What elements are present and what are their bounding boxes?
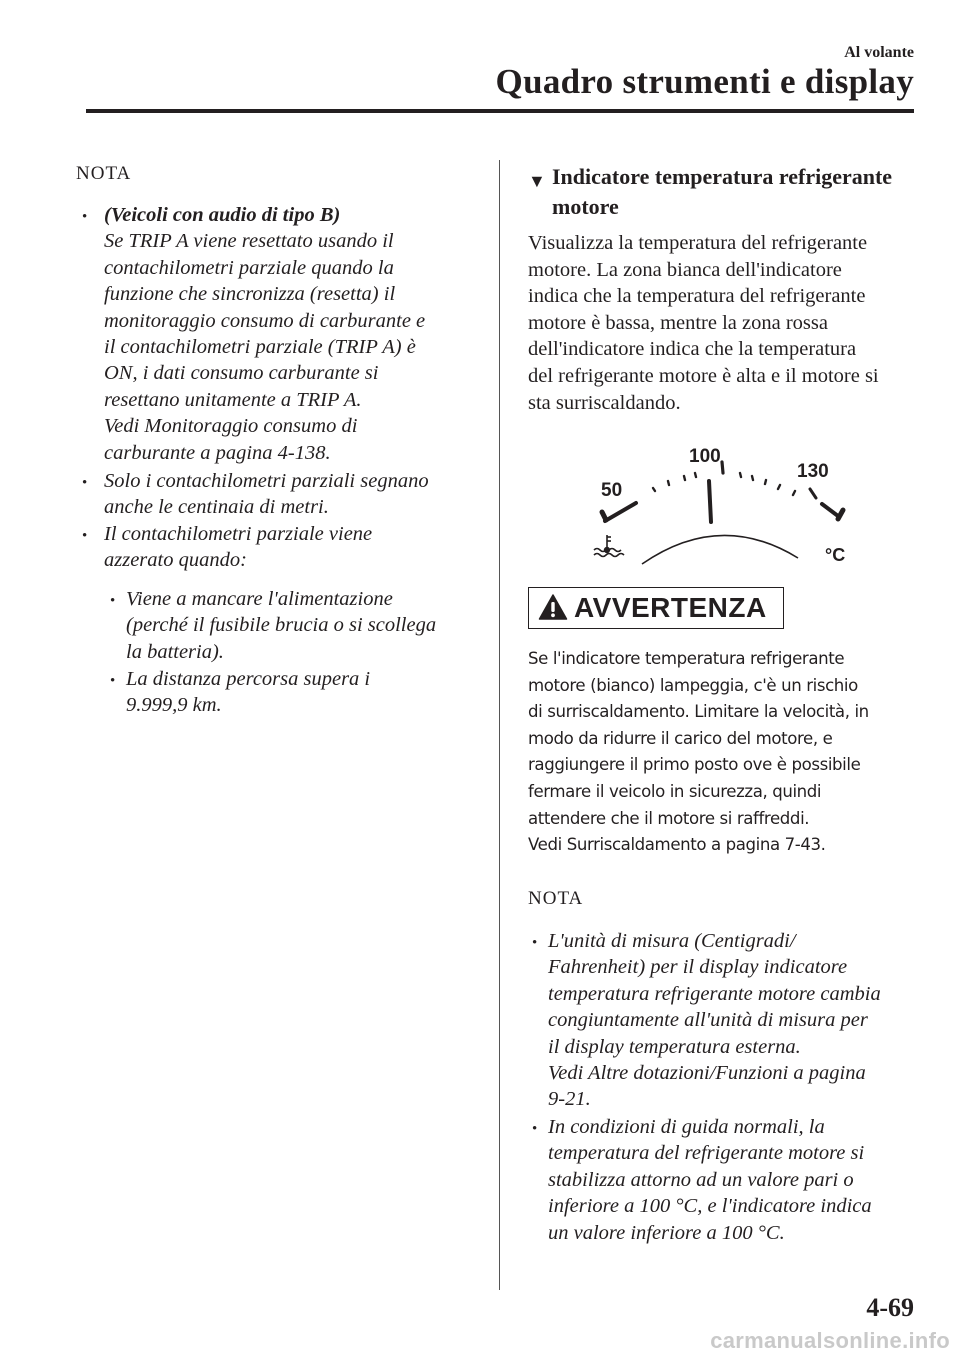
- bullet: •: [110, 673, 116, 689]
- text-line: (perché il fusibile brucia o si scollega: [126, 614, 437, 637]
- text-line: temperatura refrigerante motore cambia: [548, 982, 881, 1005]
- gauge-arc: [642, 535, 798, 564]
- nota-item-units: [532, 928, 927, 1113]
- gauge-label-50: 50: [601, 480, 623, 501]
- text-line: inferiore a 100 °C, e l'indicatore indica: [548, 1195, 872, 1218]
- column-divider: [499, 160, 500, 1290]
- right-nota-label: NOTA: [528, 888, 584, 909]
- text-line: attendere che il motore si raffreddi.: [528, 808, 810, 828]
- text-line: Solo i contachilometri parziali segnano: [104, 470, 429, 492]
- text-line: Il contachilometri parziale viene: [104, 523, 373, 545]
- nota-item-heading: (Veicoli con audio di tipo B): [104, 204, 341, 226]
- bullet: •: [82, 528, 88, 544]
- warning-title: AVVERTENZA: [574, 592, 767, 623]
- text-line: anche le centinaia di metri.: [104, 496, 329, 519]
- text-line: Vedi Surriscaldamento a pagina 7-43.: [528, 835, 826, 855]
- text-line: In condizioni di guida normali, la: [548, 1116, 825, 1138]
- header-rule: [86, 109, 914, 113]
- text-line: temperatura del refrigerante motore si: [548, 1142, 865, 1165]
- running-header-section: Al volante: [844, 44, 914, 61]
- gauge-unit-label: °C: [825, 545, 846, 565]
- text-line: motore è bassa, mentre la zona rossa: [528, 311, 828, 334]
- text-line: funzione che sincronizza (resetta) il: [104, 283, 396, 306]
- warning-box: [528, 587, 784, 629]
- text-line: carburante a pagina 4-138.: [104, 441, 331, 464]
- gauge-label-130: 130: [797, 461, 829, 482]
- text-line: Se l'indicatore temperatura refrigerante: [528, 649, 845, 668]
- text-line: ON, i dati consumo carburante si: [104, 362, 379, 385]
- nota-item-normal-conditions: [532, 1114, 927, 1246]
- gauge-hot-endcap: [838, 510, 843, 519]
- text-line: motore. La zona bianca dell'indicatore: [528, 258, 842, 281]
- nota-item-hundreds-meters: [82, 468, 482, 521]
- text-line: indica che la temperatura del refrigerante: [528, 285, 866, 308]
- gauge-cold-marker: [605, 503, 636, 521]
- text-line: resettano unitamente a TRIP A.: [104, 388, 362, 411]
- page-number: 4-69: [866, 1293, 914, 1322]
- text-line: la batteria).: [126, 640, 224, 663]
- nota-item-reset: [82, 521, 482, 574]
- bullet: •: [82, 209, 88, 225]
- text-line: L'unità di misura (Centigradi/: [548, 930, 796, 952]
- left-nota-label: NOTA: [76, 163, 132, 184]
- text-line: Viene a mancare l'alimentazione: [126, 588, 393, 610]
- text-line: 9.999,9 km.: [126, 694, 222, 717]
- gauge-needle: [709, 481, 711, 522]
- bullet: •: [532, 935, 538, 951]
- text-line: il display temperatura esterna.: [548, 1035, 801, 1058]
- nota-subitem-power-loss: [110, 586, 490, 665]
- text-line: Fahrenheit) per il display indicatore: [548, 956, 848, 979]
- text-line: congiuntamente all'unità di misura per: [548, 1009, 868, 1032]
- section-heading-line: Indicatore temperatura refrigerante: [552, 164, 893, 189]
- coolant-temperature-gauge: [580, 440, 870, 580]
- gauge-hot-marker: [822, 504, 838, 516]
- text-line: azzerato quando:: [104, 549, 247, 572]
- bullet: •: [82, 475, 88, 491]
- text-line: dell'indicatore indica che la temperatura: [528, 338, 857, 361]
- text-line: stabilizza attorno ad un valore pari o: [548, 1168, 854, 1191]
- section-body: [528, 230, 918, 416]
- text-line: il contachilometri parziale (TRIP A) è: [104, 336, 416, 359]
- gauge-hot-start-tick: [810, 489, 816, 498]
- text-line: Visualizza la temperatura del refrigerante: [528, 232, 868, 254]
- text-line: monitoraggio consumo di carburante e: [104, 309, 426, 332]
- text-line: 9-21.: [548, 1088, 591, 1111]
- bullet: •: [532, 1121, 538, 1137]
- text-line: Se TRIP A viene resettato usando il: [104, 230, 394, 253]
- text-line: motore (bianco) lampeggia, c'è un rischio: [528, 675, 858, 695]
- text-line: sta surriscaldando.: [528, 391, 681, 414]
- warning-body: [528, 646, 923, 859]
- nota-item-audio-b: [82, 202, 482, 466]
- section-triangle-icon: ▼: [528, 171, 546, 191]
- section-heading: [528, 162, 892, 222]
- warning-triangle-icon: [538, 593, 568, 621]
- running-header-title: Quadro strumenti e display: [495, 62, 914, 101]
- gauge-label-100: 100: [689, 446, 721, 467]
- gauge-ticks: [653, 462, 795, 495]
- section-heading-line: motore: [552, 194, 619, 219]
- text-line: Vedi Altre dotazioni/Funzioni a pagina: [548, 1062, 866, 1085]
- text-line: modo da ridurre il carico del motore, e: [528, 728, 833, 748]
- text-line: del refrigerante motore è alta e il motore si: [528, 364, 879, 387]
- text-line: un valore inferiore a 100 °C.: [548, 1221, 785, 1244]
- gauge-cold-endcap: [602, 512, 606, 520]
- text-line: fermare il veicolo in sicurezza, quindi: [528, 781, 822, 801]
- coolant-temperature-icon: [594, 535, 624, 557]
- bullet: •: [110, 593, 116, 609]
- text-line: Vedi Monitoraggio consumo di: [104, 415, 358, 438]
- watermark: carmanualsonline.info: [710, 1328, 950, 1353]
- text-line: raggiungere il primo posto ove è possibile: [528, 755, 861, 775]
- text-line: di surriscaldamento. Limitare la velocità, in: [528, 702, 869, 722]
- text-line: contachilometri parziale quando la: [104, 256, 394, 279]
- text-line: La distanza percorsa supera i: [126, 668, 371, 690]
- nota-subitem-distance: [110, 666, 490, 719]
